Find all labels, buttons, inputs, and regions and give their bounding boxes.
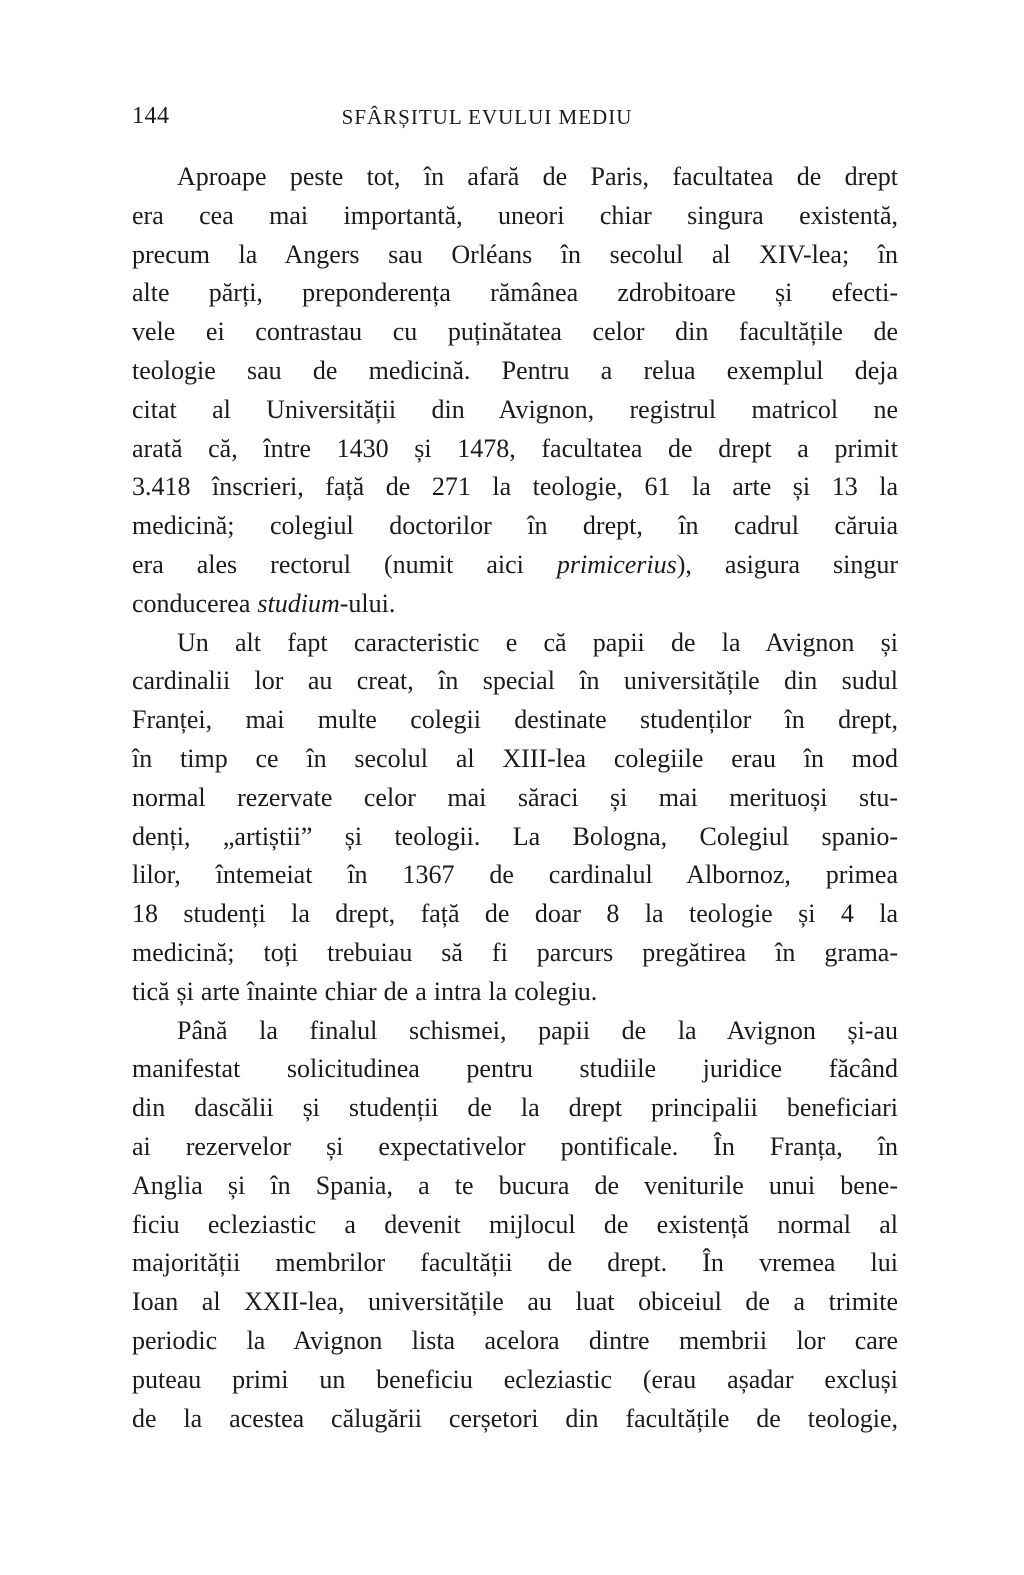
text-line: conducerea studium-ului. (132, 588, 396, 618)
paragraph (132, 158, 898, 624)
text-line: lilor, întemeiat în 1367 de cardinalul Albornoz, primea (132, 860, 898, 890)
text-line: alte părți, preponderența rămânea zdrobitoare și efecti- (132, 278, 898, 308)
text-line: 18 studenți la drept, față de doar 8 la teologie și 4 la (132, 899, 898, 929)
text-line: Ioan al XXII-lea, universitățile au luat obiceiul de a trimite (132, 1287, 898, 1317)
page-header (132, 103, 898, 135)
text-line: de la acestea călugării cerșetori din facultățile de teologie, (132, 1403, 898, 1433)
text-line: Până la finalul schismei, papii de la Avignon și-au (177, 1015, 898, 1045)
text-line: precum la Angers sau Orléans în secolul al XIV-lea; în (132, 239, 898, 269)
text-line: vele ei contrastau cu puținătatea celor din facultățile de (132, 317, 898, 347)
text-line: periodic la Avignon lista acelora dintre membrii lor care (132, 1325, 898, 1355)
text-line: cardinalii lor au creat, în special în universitățile din sudul (132, 666, 898, 696)
running-head: SFÂRȘITUL EVULUI MEDIU (341, 105, 633, 129)
page-body (132, 158, 898, 1438)
page-number: 144 (132, 103, 170, 129)
text-line: Franței, mai multe colegii destinate studenților în drept, (132, 705, 898, 735)
paragraph (132, 624, 898, 1012)
text-line: majorității membrilor facultății de drept. În vremea lui (132, 1248, 898, 1278)
text-line: medicină; colegiul doctorilor în drept, în cadrul căruia (132, 511, 898, 541)
text-line: citat al Universității din Avignon, registrul matricol ne (132, 394, 898, 424)
text-line: din dascălii și studenții de la drept principalii beneficiari (132, 1093, 898, 1123)
text-line: ai rezervelor și expectativelor pontificale. În Franța, în (132, 1131, 898, 1161)
text-line: denți, „artiștii” și teologii. La Bologna, Colegiul spanio- (132, 821, 898, 851)
paragraph (132, 1012, 898, 1439)
text-line: teologie sau de medicină. Pentru a relua exemplul deja (132, 355, 898, 385)
text-line: tică și arte înainte chiar de a intra la colegiu. (132, 976, 598, 1006)
text-line: era cea mai importantă, uneori chiar singura existentă, (132, 200, 898, 230)
text-line: manifestat solicitudinea pentru studiile juridice făcând (132, 1054, 898, 1084)
text-line: puteau primi un beneficiu ecleziastic (erau așadar excluși (132, 1364, 898, 1394)
text-line: normal rezervate celor mai săraci și mai merituoși stu- (132, 782, 898, 812)
text-line: Un alt fapt caracteristic e că papii de la Avignon și (177, 627, 898, 657)
text-line: arată că, între 1430 și 1478, facultatea de drept a primit (132, 433, 898, 463)
text-line: medicină; toți trebuiau să fi parcurs pregătirea în grama- (132, 937, 898, 967)
text-line: era ales rectorul (numit aici primicerius), asigura singur (132, 549, 898, 579)
text-line: Aproape peste tot, în afară de Paris, facultatea de drept (177, 162, 898, 191)
text-line: 3.418 înscrieri, față de 271 la teologie, 61 la arte și 13 la (132, 472, 898, 502)
text-line: Anglia și în Spania, a te bucura de veniturile unui bene- (132, 1170, 898, 1200)
text-line: ficiu ecleziastic a devenit mijlocul de existență normal al (132, 1209, 898, 1239)
text-line: în timp ce în secolul al XIII-lea colegiile erau în mod (132, 743, 898, 773)
